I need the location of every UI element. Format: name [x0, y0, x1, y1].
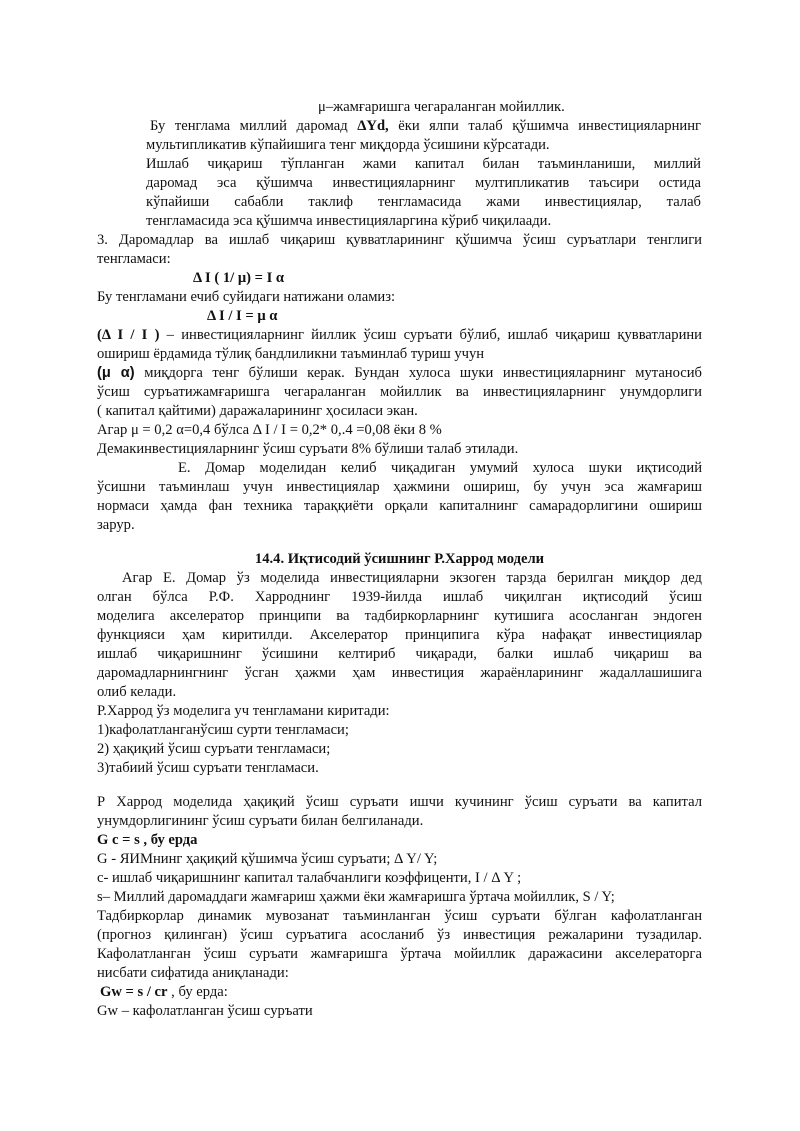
formula-text: Δ I / I = μ α — [207, 308, 278, 324]
text-line — [97, 1002, 313, 1021]
line-text: тенгламаси: — [97, 251, 171, 267]
text-line — [97, 702, 390, 721]
line-text: нисбати сифатида аниқланади: — [97, 965, 289, 981]
text-line — [97, 250, 171, 269]
line-bold: (Δ I / I ) — [97, 327, 160, 343]
text-line — [178, 459, 702, 478]
formula-text: Gw = s / cr — [100, 984, 168, 1000]
text-line — [97, 478, 702, 497]
text-line — [97, 964, 289, 983]
line-text: функцияси ҳам киритилди. Акселератор принципига кўра нафақат инвестициялар — [97, 627, 702, 643]
line-text: Кафолатланган ўсиш суръати жамғаришга ўртача мойиллик даражасини акселераторга — [97, 946, 702, 962]
text-line — [97, 607, 702, 626]
text-line — [97, 945, 702, 964]
line-text: моделига акселератор принципи ва тадбиркорларнинг кутишига асосланган эндоген — [97, 608, 702, 624]
line-text: ошириш ёрдамида тўлиқ бандлиликни таъминлаб туриш учун — [97, 346, 485, 362]
text-line — [97, 793, 702, 812]
line-text: 3. Даромадлар ва ишлаб чиқариш қувватларининг қўшимча ўсиш суръатлари тенглиги — [97, 232, 702, 248]
line-text: олиб келади. — [97, 684, 177, 700]
text-line — [122, 569, 702, 588]
line-text: Ишлаб чиқариш тўпланган жами капитал билан таъминланиши, миллий — [146, 156, 701, 172]
text-line — [97, 888, 615, 907]
formula — [97, 831, 197, 850]
line-text: Бу тенглама миллий даромад — [150, 118, 358, 134]
text-line — [97, 326, 702, 345]
line-text: ёки ялпи талаб қўшимча инвестицияларнинг — [388, 118, 701, 134]
line-text: зарур. — [97, 517, 135, 533]
line-text: ўсиш суръатижамғаришга чегараланган мойиллик ва инвестицияларнинг унумдорлиги — [97, 384, 702, 400]
line-text: кўпайиши сабабли таклиф тенгламасида жами инвестициялар, талаб — [146, 194, 701, 210]
line-bold: ΔYd, — [357, 118, 389, 134]
text-line — [97, 926, 702, 945]
text-line — [97, 364, 702, 383]
line-text: тенгламасида эса қўшимча инвестицияларгина кўриб чиқилаади. — [146, 213, 552, 229]
formula — [100, 983, 228, 1002]
text-line — [97, 869, 521, 888]
line-text: Р.Харрод ўз моделига уч тенгламани киритади: — [97, 703, 390, 719]
text-line — [97, 588, 702, 607]
section-heading — [97, 550, 702, 569]
text-line — [146, 136, 550, 155]
text-line — [97, 231, 702, 250]
line-text: нормаси ҳамда фан техника тараққиёти орқали капиталнинг самарадорлигини ошириш — [97, 498, 702, 514]
line-text: олган бўлса Р.Ф. Харроднинг 1939-йилда ишлаб чиқилган иқтисодий ўсиш — [97, 589, 702, 605]
line-text: – инвестицияларнинг йиллик ўсиш суръати бўлиб, ишлаб чиқариш қувватларини — [159, 327, 702, 343]
line-text: μ–жамғаришга чегараланган мойиллик. — [318, 99, 565, 115]
line-text: s– Миллий даромаддаги жамғариш ҳажми ёки жамғаришга ўртача мойиллик, S / Y; — [97, 889, 615, 905]
line-text: ( капитал қайтими) даражаларининг ҳосиласи экан. — [97, 403, 418, 419]
text-line — [97, 812, 423, 831]
text-line — [97, 683, 176, 702]
line-text: ўсишни таъминлаш учун инвестициялар ҳажмини ошириш, бу учун эса жамғариш — [97, 479, 702, 495]
line-text: Тадбиркорлар динамик мувозанат таъминланган ўсиш суръати бўлган кафолатланган — [97, 908, 702, 924]
text-line — [97, 383, 702, 402]
text-line — [97, 907, 702, 926]
text-line — [97, 850, 437, 869]
line-text: даромадларнингнинг ўсган ҳажми ҳам инвестиция жараёнларининг жадаллашишига — [97, 665, 702, 681]
line-text: ишлаб чиқаришнинг ўсишини келтириб чиқаради, балки ишлаб чиқариш ва — [97, 646, 702, 662]
line-text: Р Харрод моделида ҳақиқий ўсиш суръати ишчи кучининг ўсиш суръати ва капитал — [97, 794, 702, 810]
text-line — [97, 516, 135, 535]
text-line — [146, 174, 701, 193]
text-line — [318, 98, 565, 117]
heading-text: 14.4. Иқтисодий ўсишнинг Р.Харрод модели — [254, 551, 545, 567]
text-line — [150, 117, 701, 136]
formula — [193, 269, 284, 288]
line-text: 2) ҳақиқий ўсиш суръати тенгламаси; — [97, 741, 331, 757]
formula-text: G c = s , бу ерда — [97, 832, 198, 848]
text-line — [97, 645, 702, 664]
formula-text: Δ I ( 1/ μ) = I α — [193, 270, 285, 286]
text-line — [97, 664, 702, 683]
line-text: унумдорлигининг ўсиш суръати билан белгиланади. — [97, 813, 424, 829]
line-text: Агар μ = 0,2 α=0,4 бўлса Δ I / I = 0,2* 0,.4 =0,08 ёки 8 % — [97, 422, 442, 438]
line-text: (прогноз қилинган) ўсиш суръатига асосланиб ўз инвестиция режаларини тузадилар. — [97, 927, 702, 943]
line-text: G - ЯИМнинг ҳақиқий қўшимча ўсиш суръати; Δ Y/ Y; — [97, 851, 438, 867]
text-line — [146, 155, 701, 174]
text-line — [146, 193, 701, 212]
line-text: 3)табиий ўсиш суръати тенгламаси. — [97, 760, 319, 776]
line-text: мультипликатив кўпайишига тенг миқдорда ўсишини кўрсатади. — [146, 137, 550, 153]
line-text: Агар Е. Домар ўз моделида инвестицияларни экзоген тарзда берилган миқдор дед — [122, 570, 702, 586]
text-line — [97, 402, 418, 421]
list-item — [97, 740, 330, 759]
line-text: Демакинвестицияларнинг ўсиш суръати 8% бўлиши талаб этилади. — [97, 441, 519, 457]
list-item — [97, 721, 349, 740]
line-text: , бу ерда: — [167, 984, 228, 1000]
list-item — [97, 759, 319, 778]
line-text: Gw – кафолатланган ўсиш суръати — [97, 1003, 313, 1019]
text-line — [97, 497, 702, 516]
text-line — [97, 288, 395, 307]
line-text: Е. Домар моделидан келиб чиқадиган умумий хулоса шуки иқтисодий — [178, 460, 702, 476]
text-line — [97, 421, 442, 440]
line-text: миқдорга тенг бўлиши керак. Бундан хулоса шуки инвестицияларнинг мутаносиб — [134, 365, 702, 381]
line-bold: (μ α) — [97, 365, 135, 381]
formula — [207, 307, 277, 326]
text-line — [97, 345, 484, 364]
line-text: 1)кафолатланганўсиш сурти тенгламаси; — [97, 722, 349, 738]
text-line — [97, 440, 518, 459]
text-line — [146, 212, 551, 231]
line-text: даромад эса қўшимча инвестицияларнинг мултипликатив таъсири остида — [146, 175, 701, 191]
line-text: c- ишлаб чиқаришнинг капитал талабчанлиги коэффиценти, I / Δ Y ; — [97, 870, 522, 886]
line-text: Бу тенгламани ечиб суйидаги натижани оламиз: — [97, 289, 396, 305]
text-line — [97, 626, 702, 645]
